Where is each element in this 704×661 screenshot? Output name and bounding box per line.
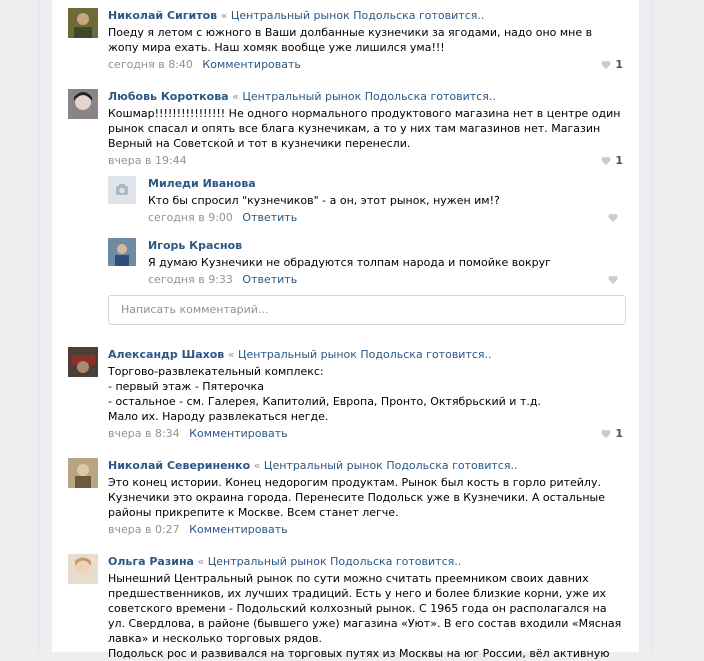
comment-time[interactable]: вчера в 0:27 <box>108 523 180 536</box>
like-button[interactable] <box>601 154 623 168</box>
comment-source[interactable]: Центральный рынок Подольска готовится.. <box>242 90 496 103</box>
comment-time[interactable]: вчера в 8:34 <box>108 427 180 440</box>
avatar-image <box>68 347 98 377</box>
left-rail <box>38 0 39 652</box>
like-button[interactable] <box>601 58 623 72</box>
comment-author[interactable]: Любовь Короткова <box>108 90 229 103</box>
comment-author[interactable]: Николай Севериненко <box>108 459 251 472</box>
reply-link[interactable]: Ответить <box>242 211 298 224</box>
comment-author[interactable]: Александр Шахов <box>108 348 225 361</box>
reply-time[interactable]: сегодня в 9:00 <box>148 211 233 224</box>
reply-text: Я думаю Кузнечики не обрадуются толпам народа и помойке вокруг <box>148 256 551 269</box>
reply-author[interactable]: Миледи Иванова <box>148 177 256 190</box>
comment-source[interactable]: Центральный рынок Подольска готовится.. <box>238 348 492 361</box>
avatar-image <box>108 238 136 266</box>
avatar-image <box>68 554 98 584</box>
heart-icon <box>601 60 611 69</box>
comment-source[interactable]: Центральный рынок Подольска готовится.. <box>230 9 485 22</box>
like-count: 1 <box>615 427 623 440</box>
separator: « <box>227 348 235 361</box>
reply-link[interactable]: Комментировать <box>202 58 301 71</box>
avatar-image <box>68 458 98 488</box>
comment-author[interactable]: Николай Сигитов <box>108 9 218 22</box>
comment-input[interactable]: Написать комментарий... <box>108 295 626 325</box>
comment-time[interactable]: сегодня в 8:40 <box>108 58 193 71</box>
comment-text: Поеду я летом с южного в Ваши долбанные кузнечики за ягодами, надо оно мне в жопу мира ехать. Наш хомяк вообще уже лишился ума!!! <box>108 26 593 54</box>
comment-text: Кошмар!!!!!!!!!!!!!!!! Не одного нормального продуктового магазина нет в центре один рынок спасал и опять все блага кузнечикам, а то у них там магазинов нет. Магазин Верный на Советской и тот в кузнечики перенесли. <box>108 107 621 150</box>
like-button[interactable] <box>608 211 618 225</box>
heart-icon <box>601 429 611 438</box>
comment-text: Торгово-развлекательный комплекс: - первый этаж - Пятерочка - остальное - см. Галерея, Капитолий, Европа, Пронто, Октябрьский и т.д. Мало их. Народу развлекаться негде. <box>108 365 541 423</box>
separator: « <box>253 459 261 472</box>
camera-placeholder-icon <box>108 176 136 204</box>
like-button[interactable] <box>601 427 623 441</box>
reply-author[interactable]: Игорь Краснов <box>148 239 243 252</box>
reply-text: Кто бы спросил "кузнечиков" - а он, этот рынок, нужен им!? <box>148 194 500 207</box>
comments-feed <box>52 0 639 660</box>
avatar[interactable] <box>108 176 136 204</box>
like-count: 1 <box>615 154 623 167</box>
comment-source[interactable]: Центральный рынок Подольска готовится.. <box>263 459 518 472</box>
like-count: 1 <box>615 58 623 71</box>
reply-time[interactable]: сегодня в 9:33 <box>148 273 233 286</box>
reply-link[interactable]: Комментировать <box>189 523 288 536</box>
avatar[interactable] <box>68 554 98 584</box>
avatar[interactable] <box>68 89 98 119</box>
comment-time[interactable]: вчера в 19:44 <box>108 154 187 167</box>
reply-link[interactable]: Ответить <box>242 273 298 286</box>
avatar[interactable] <box>68 8 98 38</box>
heart-icon <box>608 275 618 284</box>
comment-text: Это конец истории. Конец недорогим продуктам. Рынок был кость в горло ритейлу. Кузнечики это окраина города. Перенесите Подольск уже в Кузнечики. А остальные районы прикрепите к Москве. Всем станет легче. <box>108 476 605 519</box>
avatar-image <box>68 89 98 119</box>
right-rail <box>652 0 653 652</box>
heart-icon <box>608 213 618 222</box>
comment-source[interactable]: Центральный рынок Подольска готовится.. <box>207 555 462 568</box>
avatar[interactable] <box>68 347 98 377</box>
avatar[interactable] <box>108 238 136 266</box>
comment-author[interactable]: Ольга Разина <box>108 555 194 568</box>
separator: « <box>197 555 205 568</box>
comment-text: Нынешний Центральный рынок по сути можно считать преемником своих давних предшественников, их лучших традиций. Есть у него и более близкие корни, уже их советского времени - Подольский колхозный рынок. С 1965 года он располагался на ул. Свердлова, в районе (бывшего уже) магазина «Уют». В его состав входили «Мясная лавка» и несколько торговых рядов. Подольск рос и развивался на торговых путях из Москвы на юг России, вёл активную <box>108 572 622 660</box>
heart-icon <box>601 156 611 165</box>
avatar-image <box>68 8 98 38</box>
separator: « <box>232 90 239 103</box>
reply-link[interactable]: Комментировать <box>189 427 288 440</box>
avatar[interactable] <box>68 458 98 488</box>
like-button[interactable] <box>608 273 618 287</box>
separator: « <box>220 9 228 22</box>
